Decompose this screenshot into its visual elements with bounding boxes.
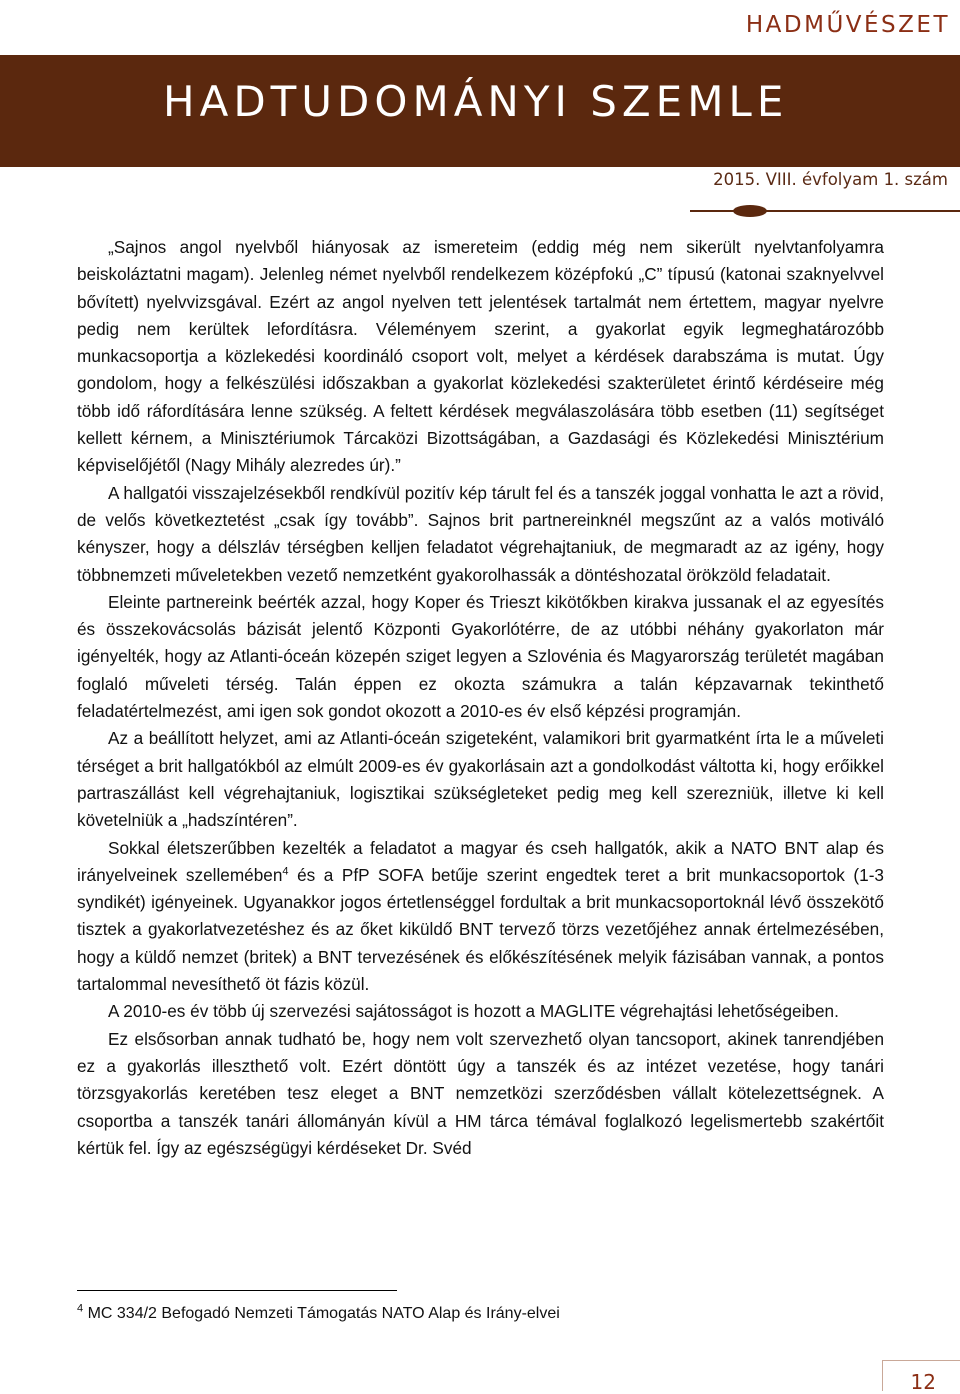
header-rule bbox=[690, 210, 960, 212]
page-number: 12 bbox=[910, 1370, 936, 1394]
section-label: HADMŰVÉSZET bbox=[745, 12, 950, 38]
paragraph: Az a beállított helyzet, ami az Atlanti-óceán szigeteként, valamikori brit gyarmatként írta le a műveleti térséget a brit hallgatókból az elmúlt 2009-es év gyakorlásain azt a gondolkodást váltotta ki, hogy erőikkel partraszállást kell végrehajtaniuk, logisztikai szükségleteket pedig meg kell szerezniük, illetve ki kell követelniük a „hadszíntéren”. bbox=[77, 728, 884, 831]
paragraph: A hallgatói visszajelzésekből rendkívül pozitív kép tárult fel és a tanszék joggal vonhatta le azt a rövid, de velős következtetést „csak így tovább”. Sajnos brit partnereinknél megszűnt az a valós motiváló kényszer, hogy a délszláv térségben kelljen feladatot végrehajtaniuk, de megmaradt az az igény, hogy többnemzeti műveletekben vezető nemzetként gyakorolhassák a döntéshozatal örökzöld feladatait. bbox=[77, 482, 884, 585]
header-rule-ornament bbox=[733, 205, 767, 217]
article-body bbox=[77, 234, 884, 1162]
paragraph-text: és a PfP SOFA betűje szerint engedtek teret a brit munkacsoportok (1-3 syndikét) igényeinek. Ugyanakkor jogos értetlenséggel fordultak a brit munkacsoportoknál lévő összekötő tisztek a gyakorlatvezetéshez és az őket kiküldő BNT tervező törzs vezetőjéhez annak értelmezésében, hogy a küldő nemzet (britek) a BNT tervezésének és előkészítésének melyik fázisában vannak, a pontos tartalommal nevesíthető öt fázis közül. bbox=[77, 864, 884, 995]
footnote-reference[interactable]: 4 bbox=[282, 865, 289, 878]
paragraph: „Sajnos angol nyelvből hiányosak az ismereteim (eddig még nem sikerült nyelvtanfolyamra beiskoláztatni magam). Jelenleg német nyelvből rendelkezem középfokú „C” típusú (katonai szaknyelvvel bővített) nyelvvizsgával. Ezért az angol nyelven tett jelentések tartalmát nem értettem, magyar nyelvre pedig nem kerültek lefordításra. Véleményem szerint, a gyakorlat egyik legmeghatározóbb munkacsoportja a közlekedési koordináló csoport volt, melyet a kérdések darabszáma is mutat. Úgy gondolom, hogy a felkészülési időszakban a gyakorlat közlekedési szakterületet érintő kérdéseire még több idő ráfordítására lenne szükség. A feltett kérdések megválaszolására több esetben (11) segítséget kellett kérnem, a Minisztériumok Tárcaközi Bizottságában, a Gazdasági és Közlekedési Minisztérium képviselőjétől (Nagy Mihály alezredes úr).” bbox=[77, 237, 884, 476]
footnote-number: 4 bbox=[77, 1302, 84, 1315]
paragraph: A 2010-es év több új szervezési sajátosságot is hozott a MAGLITE végrehajtási lehetőségeiben. bbox=[108, 1001, 839, 1022]
paragraph-text: Sokkal életszerűbben kezelték a feladatot a magyar és cseh hallgatók, akik a NATO BNT alap és irányelveinek szellemében bbox=[77, 837, 884, 885]
footnote-text: MC 334/2 Befogadó Nemzeti Támogatás NATO Alap és Irány-elvei bbox=[83, 1305, 560, 1322]
issue-info: 2015. VIII. évfolyam 1. szám bbox=[713, 170, 948, 189]
journal-title: HADTUDOMÁNYI SZEMLE bbox=[163, 77, 789, 126]
paragraph: Ez elsősorban annak tudható be, hogy nem volt szervezhető olyan tancsoport, akinek tanrendjében ez a gyakorlás illeszthető volt. Ezért döntött úgy a tanszék és az intézet vezetése, hogy tanári törzsgyakorlás keretében tesz eleget a BNT nemzetközi szerződésben vállalt kötelezettségnek. A csoportba a tanszék tanári állományán kívül a HM tárca témával foglalkozó legelismertebb szakértőit kértük fel. Így az egészségügyi kérdéseket Dr. Svéd bbox=[77, 1028, 884, 1158]
paragraph: Eleinte partnereink beérték azzal, hogy Koper és Trieszt kikötőkben kirakva jussanak el az egyesítés és összekovácsolás bázisát jelentő Központi Gyakorlótérre, de az utóbbi néhány gyakorlaton már igényelték, hogy az Atlanti-óceán közepén sziget legyen a Szlovénia és Magyarország területét magában foglaló műveleti térség. Talán éppen ez okozta számukra a talán képzavarnak tekinthető feladatértelmezést, ami igen sok gondot okozott a 2010-es év első képzési programján. bbox=[77, 591, 884, 722]
journal-banner bbox=[0, 55, 960, 167]
paragraph bbox=[77, 835, 884, 999]
footnote bbox=[77, 1303, 884, 1325]
footnote-separator bbox=[77, 1290, 397, 1291]
